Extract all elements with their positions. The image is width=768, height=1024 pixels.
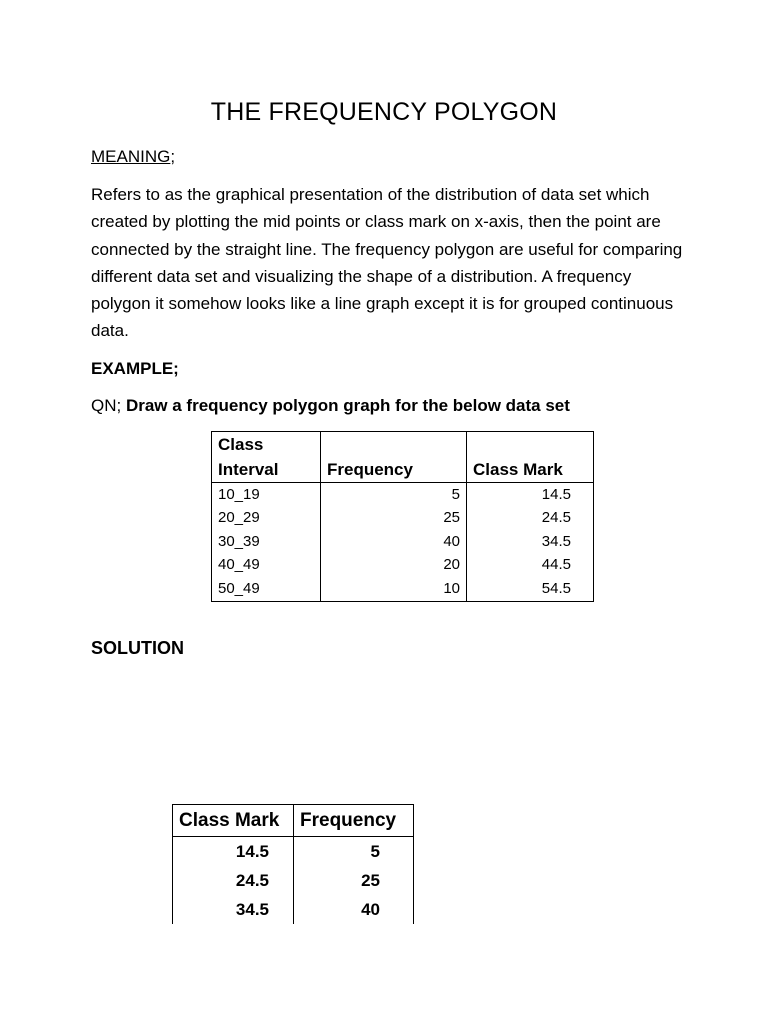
cell-frequency: 5	[294, 837, 414, 867]
solution-heading: SOLUTION	[91, 638, 184, 658]
header-class-mark: Class Mark	[467, 432, 594, 483]
cell-interval: 50_49	[212, 577, 321, 601]
cell-mark: 44.5	[467, 554, 594, 578]
cell-mark: 34.5	[467, 530, 594, 554]
cell-frequency: 25	[294, 866, 414, 895]
header-frequency: Frequency	[294, 805, 414, 837]
cell-frequency: 40	[321, 530, 467, 554]
cell-mark: 14.5	[173, 837, 294, 867]
table-row	[212, 577, 594, 601]
cell-interval: 30_39	[212, 530, 321, 554]
meaning-heading-text: MEANING	[91, 147, 171, 166]
question	[91, 394, 570, 418]
cell-frequency: 20	[321, 554, 467, 578]
header-class-mark: Class Mark	[173, 805, 294, 837]
question-prefix: QN;	[91, 396, 126, 415]
cell-interval: 10_19	[212, 483, 321, 507]
cell-frequency: 40	[294, 895, 414, 924]
table-row	[173, 837, 414, 867]
class-mark-table	[172, 804, 414, 924]
table-row	[212, 507, 594, 531]
cell-mark: 24.5	[173, 866, 294, 895]
cell-interval: 40_49	[212, 554, 321, 578]
frequency-table	[211, 431, 594, 602]
example-heading: EXAMPLE;	[91, 359, 179, 378]
meaning-paragraph: Refers to as the graphical presentation of the distribution of data set which created by plotting the mid points or class mark on x-axis, then the point are connected by the straight line. The frequency polygon are useful for comparing different data set and visualizing the shape of a distribution. A frequency polygon it somehow looks like a line graph except it is for grouped continuous data.	[91, 185, 683, 341]
cell-mark: 34.5	[173, 895, 294, 924]
table-header-row	[173, 805, 414, 837]
question-text: Draw a frequency polygon graph for the below data set	[125, 396, 570, 415]
cell-frequency: 25	[321, 507, 467, 531]
cell-mark: 24.5	[467, 507, 594, 531]
cell-frequency: 10	[321, 577, 467, 601]
cell-interval: 20_29	[212, 507, 321, 531]
table-header-row	[212, 432, 594, 483]
cell-frequency: 5	[321, 483, 467, 507]
cell-mark: 54.5	[467, 577, 594, 601]
table-row	[212, 483, 594, 507]
meaning-heading-suffix: ;	[170, 147, 176, 166]
table-row	[212, 530, 594, 554]
header-class-interval	[212, 432, 321, 483]
table-row	[173, 866, 414, 895]
header-class-interval-line2: Interval	[218, 460, 279, 479]
table-row	[212, 554, 594, 578]
header-frequency: Frequency	[321, 432, 467, 483]
page-title: THE FREQUENCY POLYGON	[210, 98, 558, 126]
cell-mark: 14.5	[467, 483, 594, 507]
header-class-interval-line1: Class	[218, 435, 264, 454]
meaning-heading	[91, 145, 175, 169]
table-row	[173, 895, 414, 924]
